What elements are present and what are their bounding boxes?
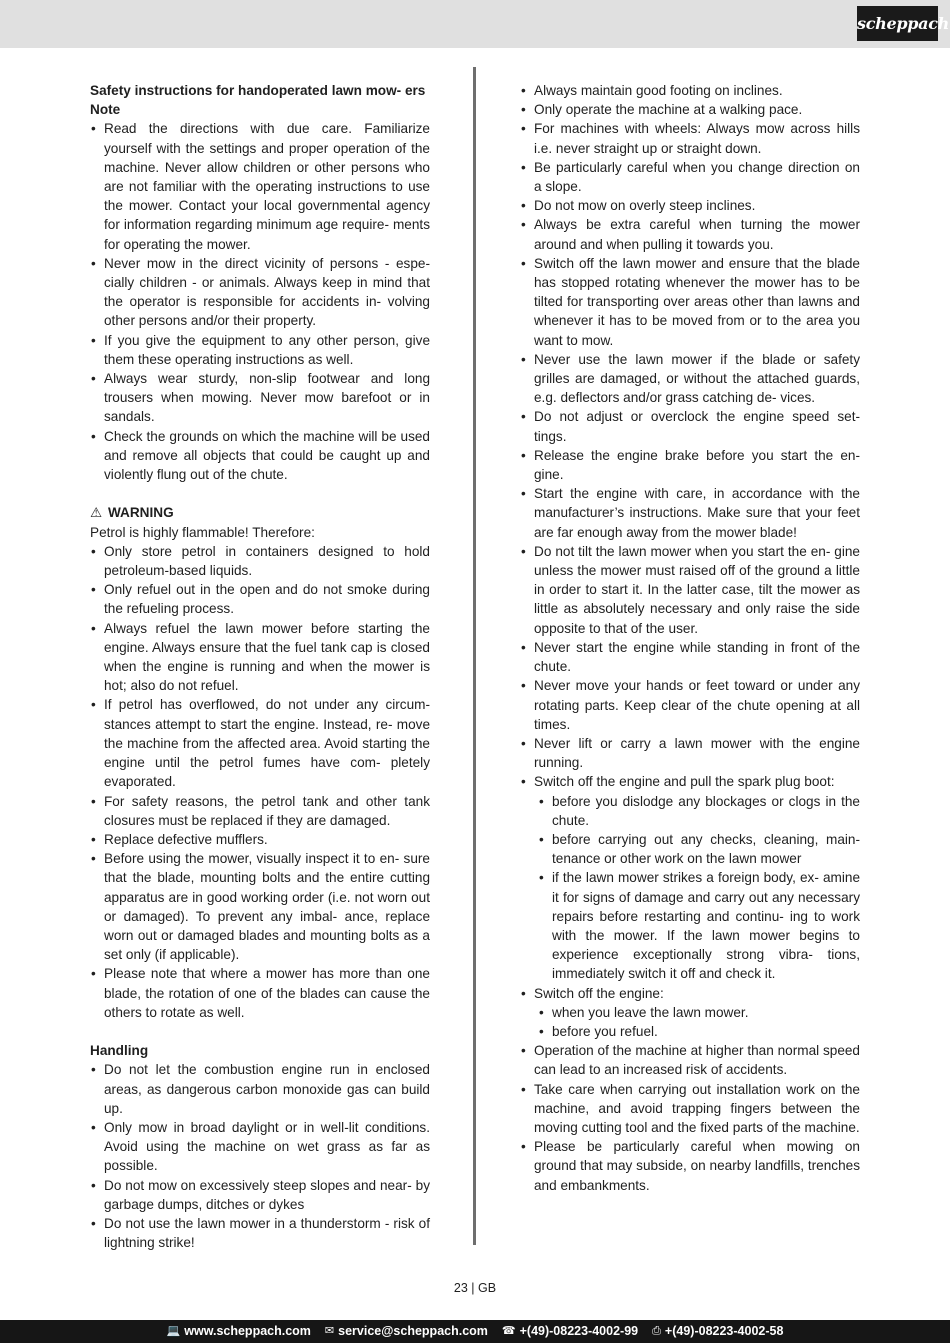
list-item xyxy=(520,772,860,983)
website-link[interactable]: www.scheppach.com xyxy=(184,1324,311,1338)
footer-fax xyxy=(652,1320,783,1343)
right-column xyxy=(520,81,860,1195)
list-item: • Always maintain good footing on inclines. xyxy=(520,81,860,100)
list-item: • Check the grounds on which the machine will be used and remove all objects that could be caught up and violently flung out of the chute. xyxy=(90,427,430,485)
list-item: • Switch off the lawn mower and ensure that the blade has stopped rotating whenever the mower has to be tilted for transporting over areas other than lawns and whenever it has to be moved from or to the area you want to mow. xyxy=(520,254,860,350)
list-item: • If petrol has overflowed, do not under any circum- stances attempt to start the engine. Instead, re- move the machine from the affected area. Avoid starting the engine until the petrol fumes have com- pletely evaporated. xyxy=(90,695,430,791)
warning-intro: Petrol is highly flammable! Therefore: xyxy=(90,524,315,540)
list-item: • Only mow in broad daylight or in well-lit conditions. Avoid using the machine on wet grass as far as possible. xyxy=(90,1118,430,1176)
list-item: • Replace defective mufflers. xyxy=(90,830,430,849)
list-item-label: Switch off the engine: xyxy=(534,985,664,1001)
list-item: • For machines with wheels: Always mow across hills i.e. never straight up or straight down. xyxy=(520,119,860,157)
fax-number: +(49)-08223-4002-58 xyxy=(664,1324,784,1338)
sub-list xyxy=(534,792,860,984)
list-item: • Read the directions with due care. Familiarize yourself with the settings and proper operation of the machine. Never allow children or other persons who are not familiar with the operating instructions to use the mower. Contact your local governmental agency for information regarding minimum age require- ments for operating the mower. xyxy=(90,119,430,253)
footer-email[interactable] xyxy=(325,1320,488,1343)
list-item-label: Switch off the engine and pull the spark plug boot: xyxy=(534,774,835,790)
list-item: • Do not use the lawn mower in a thunderstorm - risk of lightning strike! xyxy=(90,1214,430,1252)
list-item: • Never move your hands or feet toward or under any rotating parts. Keep clear of the chute opening at all times. xyxy=(520,676,860,734)
list-item: • Only store petrol in containers designed to hold petroleum-based liquids. xyxy=(90,542,430,580)
list-item: • Always be extra careful when turning the mower around and when pulling it towards you. xyxy=(520,215,860,253)
column-divider xyxy=(473,67,476,1245)
warning-heading xyxy=(90,503,430,522)
list-item: • Take care when carrying out installation work on the machine, and avoid trapping fingers between the moving cutting tool and the fixed parts of the machine. xyxy=(520,1080,860,1138)
spacer xyxy=(90,484,430,503)
sub-list-item: • before you refuel. xyxy=(534,1022,860,1041)
sub-list-item: • if the lawn mower strikes a foreign body, ex- amine it for signs of damage and carry out any necessary repairs before restarting and continu- ing to work with the mower. If the lawn mower begins to experience exceptionally strong vibra- tions, immediately switch it off and check it. xyxy=(534,868,860,983)
list-item: • If you give the equipment to any other person, give them these operating instructions as well. xyxy=(90,331,430,369)
list-item: • Before using the mower, visually inspect it to en- sure that the blade, mounting bolts and the entire cutting apparatus are in good working order (i.e. not worn out or damaged). To prevent any imbal- ance, replace worn out or damaged blades and mounting bolts as a set only (if applicable). xyxy=(90,849,430,964)
header-band xyxy=(0,0,950,48)
list-item: • Never lift or carry a lawn mower with the engine running. xyxy=(520,734,860,772)
list-item: • Please note that where a mower has more than one blade, the rotation of one of the blades can cause the others to rotate as well. xyxy=(90,964,430,1022)
list-item xyxy=(520,984,860,1042)
warning-list xyxy=(90,542,430,1022)
computer-icon: 💻 xyxy=(166,1325,181,1337)
footer-phone xyxy=(502,1320,638,1343)
list-item: • Be particularly careful when you change direction on a slope. xyxy=(520,158,860,196)
list-item: • Do not adjust or overclock the engine speed set- tings. xyxy=(520,407,860,445)
list-item: • Do not let the combustion engine run in enclosed areas, as dangerous carbon monoxide gas can build up. xyxy=(90,1060,430,1118)
phone-number: +(49)-08223-4002-99 xyxy=(519,1324,639,1338)
sub-list xyxy=(534,1003,860,1041)
warning-title: WARNING xyxy=(107,505,174,521)
footer-website[interactable] xyxy=(167,1320,311,1343)
warning-triangle-icon: ⚠ xyxy=(90,505,103,521)
list-item: • Always refuel the lawn mower before starting the engine. Always ensure that the fuel tank cap is closed when the engine is running and when the mower is hot; also do not refuel. xyxy=(90,619,430,696)
handling-list xyxy=(90,1060,430,1252)
list-item: • Only refuel out in the open and do not smoke during the refueling process. xyxy=(90,580,430,618)
list-item: • Operation of the machine at higher than normal speed can lead to an increased risk of accidents. xyxy=(520,1041,860,1079)
list-item: • Never start the engine while standing in front of the chute. xyxy=(520,638,860,676)
section-title-safety: Safety instructions for handoperated lawn mow- ers Note xyxy=(90,83,426,118)
list-item: • Only operate the machine at a walking pace. xyxy=(520,100,860,119)
list-item: • Release the engine brake before you start the en- gine. xyxy=(520,446,860,484)
list-item: • Do not mow on overly steep inclines. xyxy=(520,196,860,215)
fax-icon: ⎙ xyxy=(652,1325,661,1337)
list-item: • Always wear sturdy, non-slip footwear and long trousers when mowing. Never mow barefoot or in sandals. xyxy=(90,369,430,427)
list-item: • Do not tilt the lawn mower when you start the en- gine unless the mower must raised off of the ground a little in order to start it. In the latter case, tilt the mower as little as absolutely necessary and only raise the side opposite to that of the user. xyxy=(520,542,860,638)
safety-list xyxy=(90,119,430,484)
brand-logo: scheppach xyxy=(857,6,938,41)
phone-icon: ☎ xyxy=(501,1325,516,1337)
page-number: 23 | GB xyxy=(453,1281,497,1295)
list-item: • Do not mow on excessively steep slopes and near- by garbage dumps, ditches or dykes xyxy=(90,1176,430,1214)
list-item: • Start the engine with care, in accordance with the manufacturer’s instructions. Make sure that your feet are far enough away from the mower blade! xyxy=(520,484,860,542)
handling-list-continued xyxy=(520,81,860,1195)
footer-bar xyxy=(0,1320,950,1343)
list-item: • Never use the lawn mower if the blade or safety grilles are damaged, or without the attached guards, e.g. deflectors and/or grass catching de- vices. xyxy=(520,350,860,408)
list-item: • Never mow in the direct vicinity of persons - espe- cially children - or animals. Always keep in mind that the operator is responsible for accidents in- volving other persons and/or their property. xyxy=(90,254,430,331)
mail-icon: ✉ xyxy=(324,1325,335,1337)
email-link[interactable]: service@scheppach.com xyxy=(338,1324,488,1338)
list-item: • Please be particularly careful when mowing on ground that may subside, on nearby landfills, trenches and embankments. xyxy=(520,1137,860,1195)
left-column xyxy=(90,81,430,1252)
spacer xyxy=(90,1022,430,1041)
sub-list-item: • when you leave the lawn mower. xyxy=(534,1003,860,1022)
sub-list-item: • before you dislodge any blockages or clogs in the chute. xyxy=(534,792,860,830)
sub-list-item: • before carrying out any checks, cleaning, main- tenance or other work on the lawn mower xyxy=(534,830,860,868)
section-title-handling: Handling xyxy=(90,1043,149,1059)
list-item: • For safety reasons, the petrol tank and other tank closures must be replaced if they are damaged. xyxy=(90,792,430,830)
